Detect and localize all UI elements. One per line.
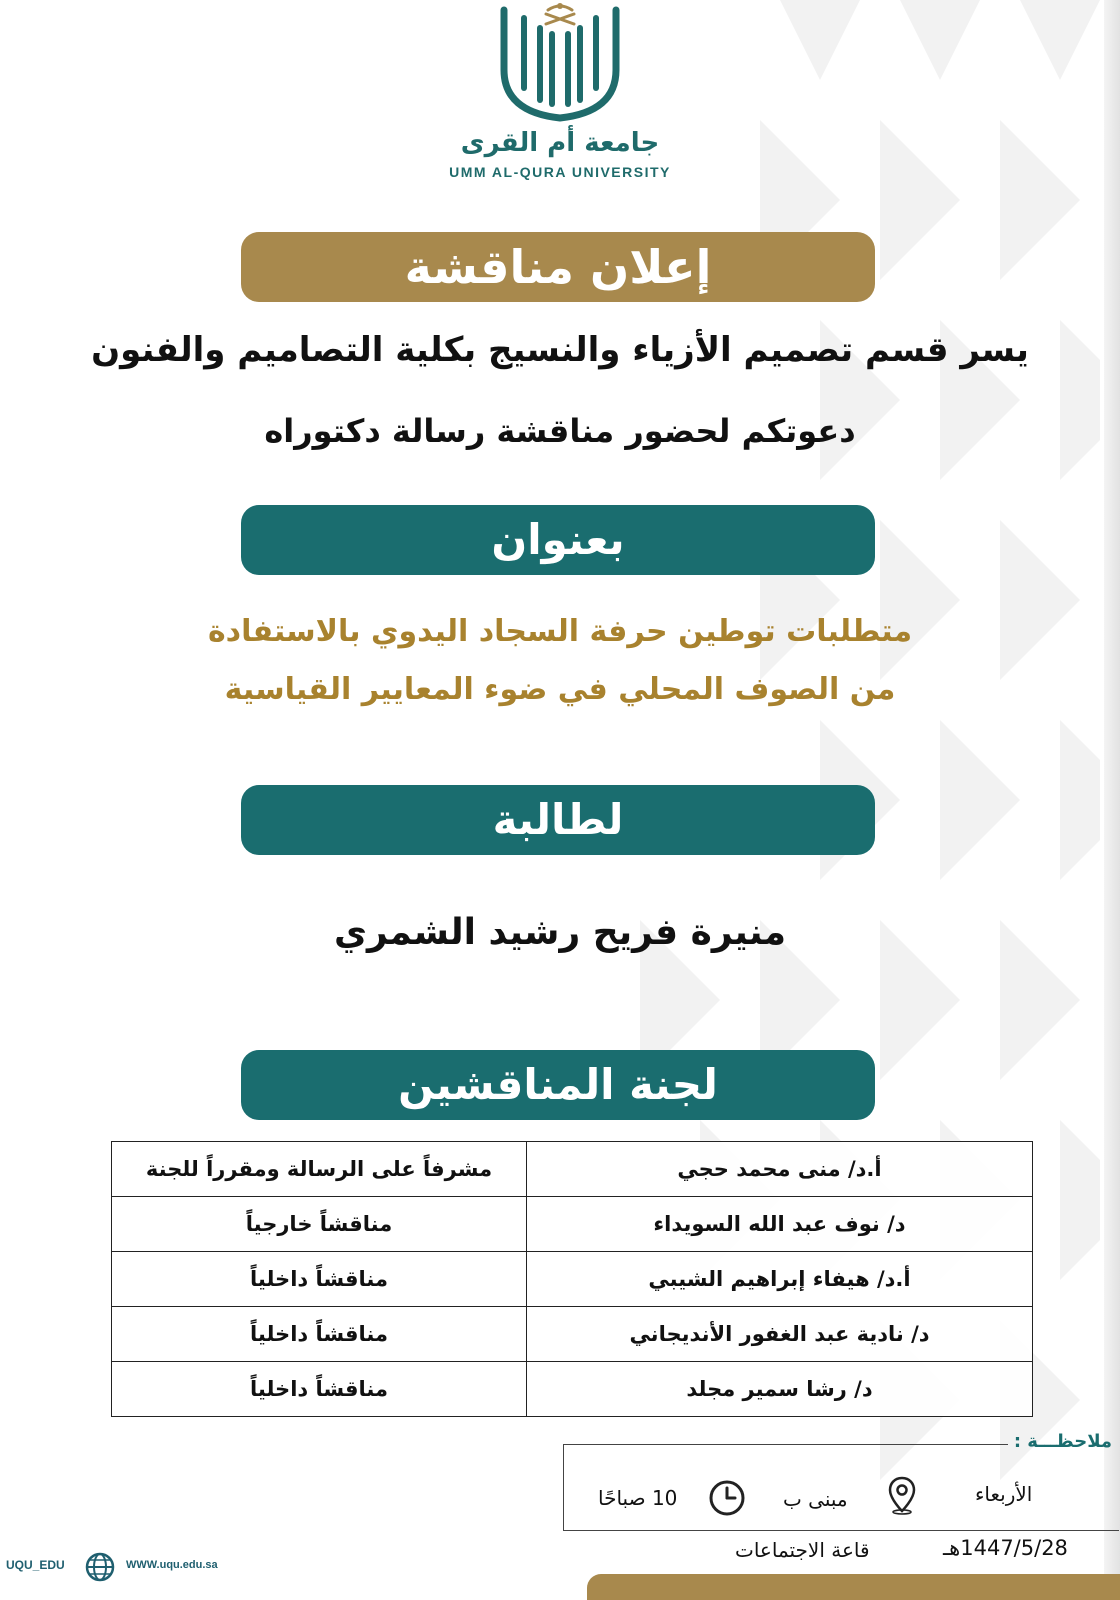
hall-value: قاعة الاجتماعات	[735, 1538, 870, 1562]
committee-banner: لجنة المناقشين	[241, 1050, 875, 1120]
table-row	[112, 1362, 1033, 1417]
member-role: مشرفاً على الرسالة ومقرراً للجنة	[112, 1142, 527, 1197]
intro-line-1: يسر قسم تصميم الأزياء والنسيج بكلية التصاميم والفنون	[91, 330, 1029, 370]
member-name: أ.د/ هيفاء إبراهيم الشيبي	[527, 1252, 1033, 1307]
note-label: ملاحظـــة :	[1013, 1431, 1112, 1452]
member-role: مناقشاً خارجياً	[112, 1197, 527, 1252]
page-edge	[1104, 0, 1120, 1600]
thesis-title-line-1: متطلبات توطين حرفة السجاد اليدوي بالاستفادة	[207, 614, 913, 649]
student-banner: لطالبة	[241, 785, 875, 855]
thesis-title-line-2: من الصوف المحلي في ضوء المعايير القياسية	[224, 672, 896, 707]
member-name: أ.د/ منى محمد حجي	[527, 1142, 1033, 1197]
member-name: د/ رشا سمير مجلد	[527, 1362, 1033, 1417]
intro-line-2: دعوتكم لحضور مناقشة رسالة دكتوراه	[264, 412, 856, 450]
footer-website[interactable]: WWW.uqu.edu.sa	[126, 1559, 218, 1571]
day-value: الأربعاء	[975, 1482, 1033, 1506]
footer-social-handle: UQU_EDU	[6, 1558, 65, 1572]
member-role: مناقشاً داخلياً	[112, 1252, 527, 1307]
member-name: د/ نوف عبد الله السويداء	[527, 1197, 1033, 1252]
table-row	[112, 1142, 1033, 1197]
university-name-ar: جامعة أم القرى	[460, 128, 660, 158]
table-row	[112, 1252, 1033, 1307]
date-value: 1447/5/28هـ	[943, 1536, 1068, 1560]
table-row	[112, 1307, 1033, 1362]
member-name: د/ نادية عبد الغفور الأنديجاني	[527, 1307, 1033, 1362]
location-pin-icon	[886, 1475, 918, 1515]
university-name-en: UMM AL-QURA UNIVERSITY	[449, 164, 671, 180]
clock-icon	[707, 1478, 747, 1518]
footer-bar	[587, 1574, 1120, 1600]
announcement-banner: إعلان مناقشة	[241, 232, 875, 302]
table-row	[112, 1197, 1033, 1252]
member-role: مناقشاً داخلياً	[112, 1362, 527, 1417]
globe-icon	[84, 1551, 116, 1583]
university-logo	[490, 0, 630, 125]
time-value: 10 صباحًا	[598, 1486, 678, 1510]
student-name: منيرة فريح رشيد الشمري	[334, 912, 786, 953]
title-banner: بعنوان	[241, 505, 875, 575]
building-value: مبنى ب	[783, 1487, 848, 1511]
member-role: مناقشاً داخلياً	[112, 1307, 527, 1362]
committee-table	[111, 1141, 1033, 1417]
